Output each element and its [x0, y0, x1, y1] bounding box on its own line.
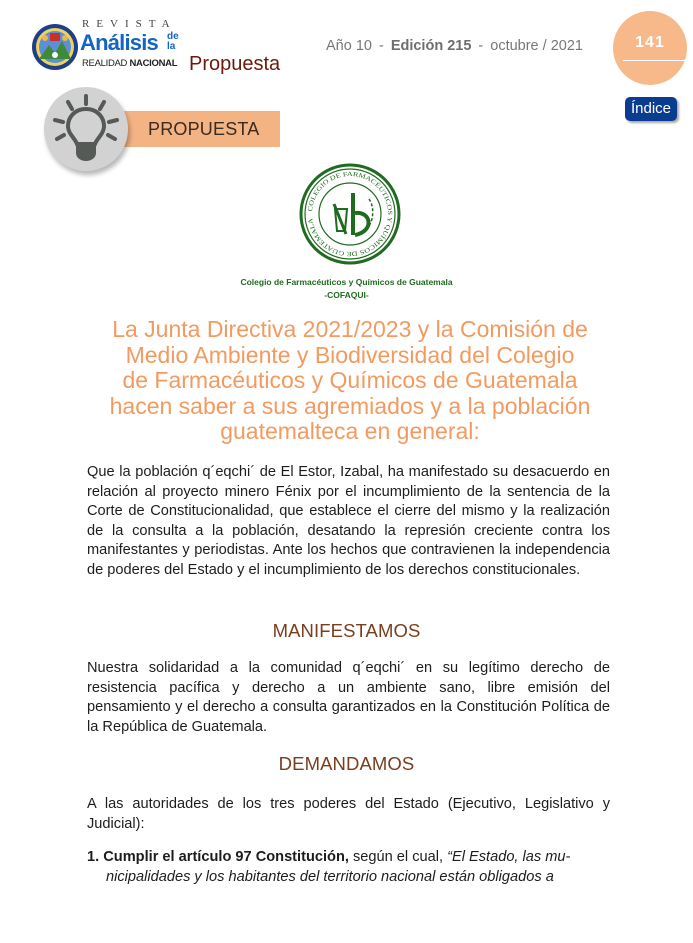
logo-de-la: de la [167, 31, 179, 52]
index-button[interactable]: Índice [625, 97, 677, 121]
list-quote-continued: nicipalidades y los habitantes del territorio nacional están obligados a [106, 868, 554, 885]
title-line: Medio Ambiente y Biodiversidad del Colegio [125, 341, 575, 368]
logo-analisis: Análisis [80, 30, 158, 55]
page-number-badge [613, 11, 687, 85]
demandamos-heading: DEMANDAMOS [278, 753, 415, 774]
title-line: de Farmacéuticos y Químicos de Guatemala [122, 367, 578, 394]
page-number-rule [623, 60, 687, 61]
list-first-line [87, 848, 610, 868]
demand-list-item [87, 848, 610, 887]
lightbulb-badge [44, 87, 128, 171]
announcement-title [100, 317, 600, 445]
university-seal-icon [31, 23, 79, 71]
manifestamos-heading: MANIFESTAMOS [272, 620, 421, 641]
title-line: La Junta Directiva 2021/2023 y la Comisión de [112, 316, 588, 342]
issue-info: Año 10 - Edición 215 - octubre / 2021 [326, 38, 583, 54]
issue-year: Año 10 [326, 38, 372, 54]
emblem-acronym: -COFAQUI- [324, 290, 369, 300]
banner-label: PROPUESTA [148, 119, 260, 139]
list-quote: “El Estado, las mu- [447, 849, 571, 865]
logo-realidad-nacional: REALIDAD NACIONAL [82, 58, 178, 69]
list-bold-text: Cumplir el artículo 97 Constitución, [103, 849, 349, 865]
title-line: guatemalteca en general: [220, 418, 480, 445]
lightbulb-icon [44, 87, 128, 171]
section-name: Propuesta [189, 53, 281, 75]
intro-paragraph: Que la población q´eqchi´ de El Estor, Izabal, ha manifestado su desacuerdo en relación al proyecto minero Fénix por el incumplimiento de la sentencia de la Corte de Constitucionalidad, que establece el cierre del mismo y la realización de la consulta a la población, desatando la represión creciente contra los manifestantes y periodistas. Ante los hechos que contravienen la independencia de poderes del Estado y el incumplimiento de los derechos constitucionales. [87, 464, 610, 578]
issue-date: octubre / 2021 [490, 38, 583, 54]
emblem-seal-text: COLEGIO DE FARMACÉUTICOS Y QUÍMICOS DE GUATEMALA [307, 170, 394, 258]
revista-logo [30, 18, 188, 82]
manifestamos-paragraph: Nuestra solidaridad a la comunidad q´eqchi´ en su legítimo derecho de resistencia pacífica y derecho a un ambiente sano, libre emisión del pensamiento y el derecho a consulta garantizados en la Constitución Política de la República de Guatemala. [87, 660, 610, 735]
cofaqui-emblem [299, 163, 401, 265]
page-number: 141 [635, 34, 665, 51]
logo-revista: REVISTA [82, 18, 177, 30]
list-number: 1. [87, 849, 100, 865]
issue-edition: Edición 215 [390, 38, 472, 54]
title-line: hacen saber a sus agremiados y a la población [109, 392, 591, 419]
emblem-caption: Colegio de Farmacéuticos y Químicos de Guatemala [240, 277, 453, 287]
demandamos-paragraph: A las autoridades de los tres poderes del Estado (Ejecutivo, Legislativo y Judicial): [87, 796, 610, 832]
list-text: según el cual, [348, 849, 448, 865]
